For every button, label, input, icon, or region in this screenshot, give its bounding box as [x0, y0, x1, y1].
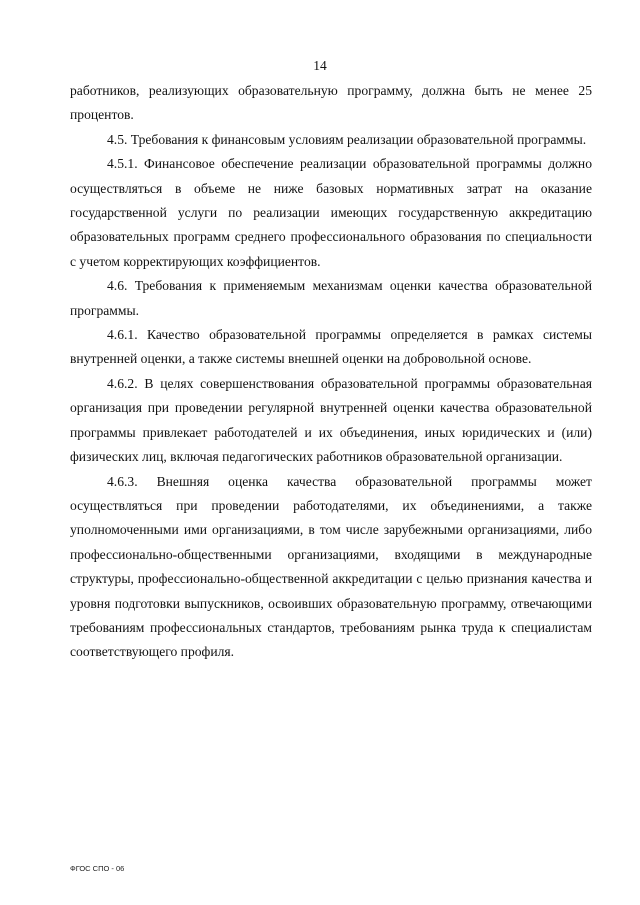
document-body	[70, 79, 592, 665]
paragraph-4-6-3: 4.6.3. Внешняя оценка качества образовательной программы может осуществляться при проведении работодателями, их объединениями, а также уполномоченными ими организациями, в том числе зарубежными организациями, либо профессионально-общественными организациями, входящими в международные структуры, профессионально-общественной аккредитации с целью признания качества и уровня подготовки выпускников, освоивших образовательную программу, отвечающими требованиям профессиональных стандартов, требованиям рынка труда к специалистам соответствующего профиля.	[70, 473, 592, 660]
paragraph-4-6-2: 4.6.2. В целях совершенствования образовательной программы образовательная организация при проведении регулярной внутренней оценки качества образовательной программы привлекает работодателей и их объединения, иных юридических и (или) физических лиц, включая педагогических работников образовательной организации.	[70, 375, 592, 465]
paragraph-4-6: 4.6. Требования к применяемым механизмам оценки качества образовательной программы.	[70, 278, 592, 318]
paragraph-continuation: работников, реализующих образовательную программу, должна быть не менее 25 процентов.	[70, 83, 592, 123]
page-number: 14	[313, 58, 327, 73]
paragraph-4-5: 4.5. Требования к финансовым условиям реализации образовательной программы.	[107, 131, 587, 147]
footer-document-code: ФГОС СПО - 06	[70, 864, 125, 873]
paragraph-4-6-1: 4.6.1. Качество образовательной программы определяется в рамках системы внутренней оценки, а также системы внешней оценки на добровольной основе.	[70, 327, 592, 367]
paragraph-4-5-1: 4.5.1. Финансовое обеспечение реализации образовательной программы должно осуществляться в объеме не ниже базовых нормативных затрат на оказание государственной услуги по реализации имеющих государственную аккредитацию образовательных программ среднего профессионального образования по специальности с учетом корректирующих коэффициентов.	[70, 156, 592, 269]
